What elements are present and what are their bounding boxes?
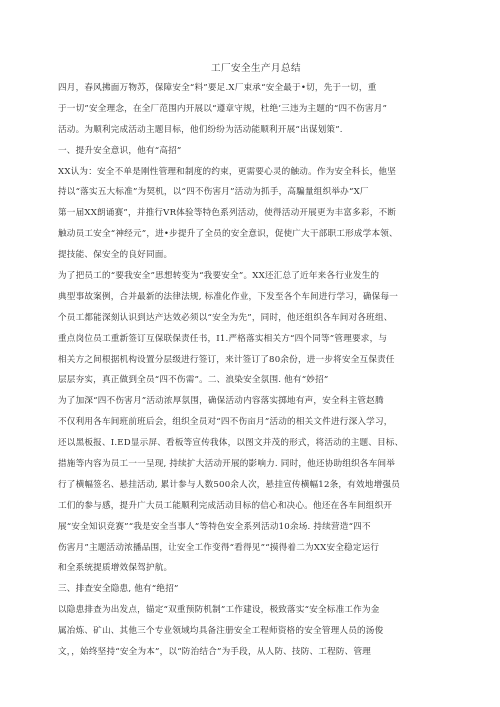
text-line: 第一届XX朗诵赛”，并推行VR体验等特色系列活动，使得活动开展更为丰富多彩，不断 <box>58 208 397 219</box>
text-line: 伤害月”主题活动浓播品围，让安全工作变得“看得见”“摸得着二为XX安全稳定运行 <box>58 542 380 553</box>
text-line: 持以“落实五大标准”为契机，以“四不伤害月”活动为抓手，高騙量组织举办“X厂 <box>58 187 369 198</box>
text-line: 提技能、保安全的良好同面。 <box>58 250 173 261</box>
text-line: 一、提升安全意识，他有“高招” <box>58 145 182 156</box>
text-line: 为了把员工的“要我安全”思想转变为“我要安全”。XX还汇总了近年来各行业发生的 <box>58 271 380 282</box>
text-line: 行了横幅签名、悬挂活动, 累计参与人数500余人次，悬挂宣传横幅12条，有效地增强员 <box>58 479 400 490</box>
text-line: 三、排查安全隐患, 他有“绝招” <box>58 584 179 595</box>
text-line: 以隐患排查为出发点，锚定“双重预防机制”工作建设，极致落实“安全标准工作为金 <box>58 605 380 616</box>
text-line: 属冶炼、矿山、其他三个专业领域均具备注册安全工程师资格的安全管理人员的汤俊 <box>58 626 384 637</box>
text-line: 还以黑板报、I.ED显示屏、看板等宣传我体，以图文并茂的形式，将活动的主题、目标、 <box>58 438 404 449</box>
text-line: 于一切”安全理念，在全厂范围内开展以“遵章守规，杜绝’三违为主题的“四不伤害月” <box>58 103 388 114</box>
text-line: 层层夯实，真正做到全员“四不伤需”。二、浪染安全氛围. 他有“妙招” <box>58 375 329 386</box>
text-line: 不仅利用各车间班前班后会，组织全员对“四不伤亩月”活动的相关文件进行深入学习， <box>58 417 393 428</box>
text-line: 个员工都能深刻认识到达产达效必须以“安全为先”，同时，他还组织各车间对各班组、 <box>58 312 393 323</box>
text-line: 为了加深“四不伤害月”活动浓厚氛围，确保活动内容落实掷地有声，安全科主管赵腾 <box>58 396 384 407</box>
document-title: 工厂安全生产月总结 <box>210 63 301 74</box>
text-line: XX认为：安全不单是刚性管理和制度的约束，更需要心灵的触动。作为安全科长，他坚 <box>58 166 397 177</box>
text-line: 和全系统提质增效保驾护航。 <box>58 563 173 574</box>
text-line: 活动。为顺利完成活动主题目标，他们纷纷为活动能顺利开展“出谋划策”. <box>58 124 343 135</box>
text-line: 典型事故案例，合并最新的法律法规, 标准化作业，下发至各个车间进行学习，确保每一 <box>58 291 399 302</box>
text-line: 文，，始终坚持“安全为本”，以“防治结合”为手段，从人防、技防、工程防、管理 <box>58 647 372 658</box>
text-line: 触动员工安全“神经元”，进•步提升了全员的安全意识，促使广大干部职工形成学本领、 <box>58 229 398 240</box>
text-line: 重点岗位员工重新签订互保联保责任书，I1.严格落实相关方“四个同等”管理要求，与 <box>58 333 388 344</box>
text-line: 相关方之间根据机构设置分层级进行签订，来计签订了80余份，进一步将安全互保责任 <box>58 354 395 365</box>
text-line: 四月，春风拂面万物苏，保障安全“料”要足.X厂束承“安全最于•切，先于一切，重 <box>58 83 377 93</box>
text-line: 工们的参与感，提升广大员工能顺利完成活动目标的信心和决心。他还在各车间组织开 <box>58 500 393 511</box>
document-body <box>58 78 454 663</box>
text-line: 措施等内容为员工一一呈现, 持续扩大活动开展的影响力. 同时，他还协助组织各车间举 <box>58 459 396 470</box>
text-line: 展“安全知识竞赛”“我是安全当事人”等特色安全系列活动10余场. 持续营造“四不 <box>58 521 371 532</box>
